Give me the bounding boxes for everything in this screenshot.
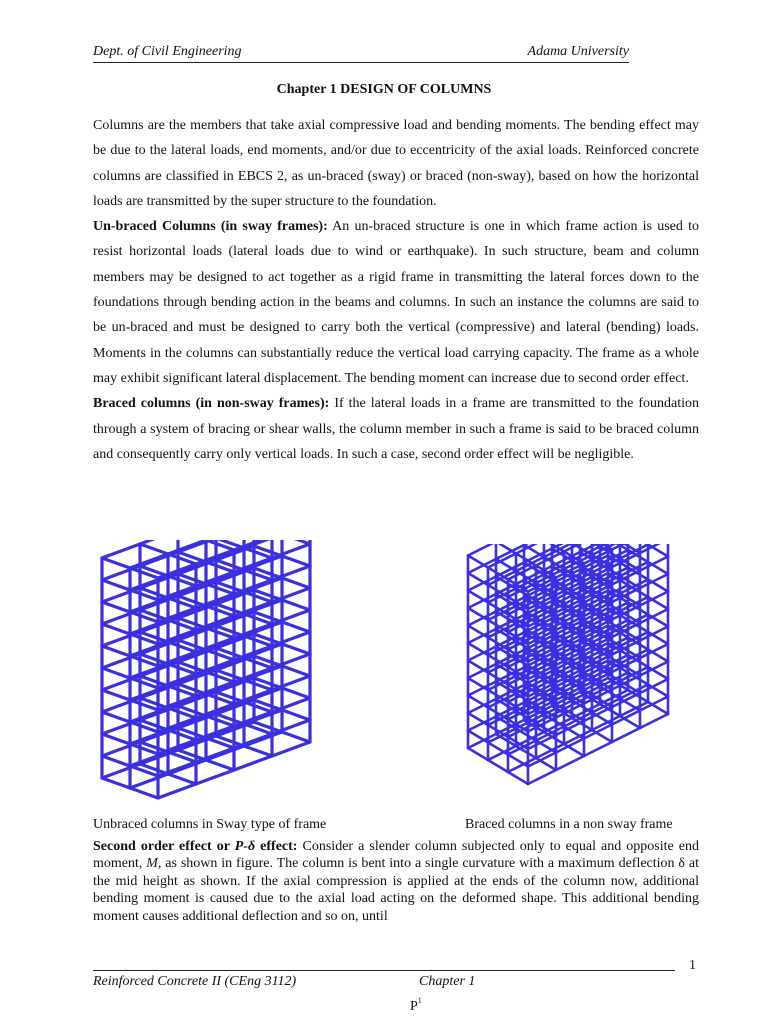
footer-marker-sup: 1 bbox=[417, 996, 422, 1005]
frame-member bbox=[102, 756, 130, 766]
braced-heading: Braced columns (in non-sway frames): bbox=[93, 396, 330, 412]
frame-member bbox=[524, 544, 552, 545]
frame-member bbox=[102, 544, 140, 558]
unbraced-heading: Un-braced Columns (in sway frames): bbox=[93, 219, 328, 235]
frame-member bbox=[282, 732, 310, 742]
unbraced-figure-caption: Unbraced columns in Sway type of frame bbox=[93, 817, 327, 832]
frame-member bbox=[272, 742, 310, 756]
frame-member bbox=[508, 772, 528, 784]
second-order-heading bbox=[93, 839, 297, 854]
frame-member bbox=[102, 778, 130, 788]
frame-member bbox=[282, 578, 310, 588]
frame-member bbox=[628, 544, 648, 545]
frame-member bbox=[102, 624, 130, 634]
frame-member bbox=[556, 756, 584, 770]
frame-member bbox=[282, 710, 310, 720]
frame-member bbox=[612, 728, 640, 742]
frame-member bbox=[140, 540, 178, 544]
frame-member bbox=[234, 756, 272, 770]
frame-member bbox=[272, 610, 310, 624]
frame-member bbox=[196, 770, 234, 784]
frame-member bbox=[272, 544, 310, 558]
intro-paragraph: Columns are the members that take axial compressive load and bending moments. The bending effect may be due to the lateral loads, end moments, and/or due to eccentricity of the axial loads. Reinforced concrete columns are classified in EBCS 2, as un-braced (sway) or braced (non-sway), based on how the horizontal loads are transmitted by the super structure to the foundation. bbox=[93, 118, 699, 209]
frame-member bbox=[102, 668, 130, 678]
frame-member bbox=[282, 688, 310, 698]
frame-member bbox=[130, 554, 168, 568]
second-order-text-a: Consider a slender column subjected only to equal and opposite end moment, bbox=[93, 839, 699, 872]
frame-member bbox=[488, 743, 508, 755]
second-order-heading-c: effect: bbox=[255, 839, 298, 854]
frame-member bbox=[468, 661, 488, 673]
footer-chapter: Chapter 1 bbox=[419, 974, 476, 989]
frame-member bbox=[468, 731, 488, 743]
braced-paragraph bbox=[93, 391, 699, 467]
unbraced-text: An un-braced structure is one in which frame action is used to resist horizontal loads (lateral loads due to wind or earthquake). In such structure, beam and column members may be designed to act together as a rigid frame in transmitting the lateral forces down to the foundations through bending action in the beams and columns. In such an instance the columns are said to be un-braced and must be designed to carry both the vertical (compressive) and lateral (bending) loads. Moments in the columns can substantially reduce the vertical load carrying capacity. The frame as a whole may exhibit significant lateral displacement. The bending moment can increase due to second order effect. bbox=[93, 219, 699, 386]
frame-member bbox=[244, 746, 272, 756]
frame-member bbox=[102, 734, 130, 744]
frame-member bbox=[272, 720, 310, 734]
frame-member bbox=[272, 632, 310, 646]
footer-page-marker bbox=[410, 996, 422, 1015]
frame-member bbox=[168, 540, 206, 554]
frame-member bbox=[488, 760, 508, 772]
second-order-paragraph bbox=[93, 838, 699, 925]
braced-figure-caption: Braced columns in a non sway frame bbox=[465, 817, 673, 832]
p-delta-symbol: P-δ bbox=[234, 839, 256, 854]
second-order-text-b: as shown in figure. The column is bent into a single curvature with a maximum deflection δ at the mid height as shown. If the axial compression is applied at the ends of the column now, additional bending moment is caused due to the axial load acting on the deformed shape. This additional bending moment causes additional deflection and so on, until bbox=[93, 856, 699, 924]
frame-member bbox=[640, 714, 668, 728]
header-university: Adama University bbox=[527, 44, 629, 59]
frame-member bbox=[528, 770, 556, 784]
page-header bbox=[93, 44, 629, 63]
frame-member bbox=[282, 666, 310, 676]
frame-member bbox=[468, 748, 488, 760]
frame-member bbox=[158, 784, 196, 798]
frame-member bbox=[196, 748, 234, 762]
frame-member bbox=[272, 566, 310, 580]
frame-member bbox=[272, 676, 310, 690]
frame-member bbox=[282, 622, 310, 632]
unbraced-paragraph bbox=[93, 214, 699, 391]
frame-member bbox=[206, 760, 234, 770]
second-order-heading-a: Second order effect or bbox=[93, 839, 235, 854]
page-number: 1 bbox=[689, 958, 696, 973]
frame-member bbox=[272, 698, 310, 712]
frame-member bbox=[102, 580, 130, 590]
frame-member bbox=[102, 558, 130, 568]
frame-member bbox=[468, 591, 488, 603]
footer-marker: P bbox=[410, 999, 418, 1014]
frame-member bbox=[496, 544, 516, 554]
braced-text: If the lateral loads in a frame are transmitted to the foundation through a system of bracing or shear walls, the column member in such a frame is said to be braced column and consequently carry only vertical loads. In such a case, second order effect will be negligible. bbox=[93, 396, 699, 462]
frame-member bbox=[468, 696, 488, 708]
frame-member bbox=[468, 643, 488, 655]
frame-member bbox=[158, 762, 196, 776]
frame-member bbox=[468, 713, 488, 725]
frame-member bbox=[234, 734, 272, 748]
frame-member bbox=[468, 544, 496, 556]
frame-member bbox=[468, 556, 488, 568]
braced-frame-figure bbox=[458, 544, 688, 789]
frame-member bbox=[272, 654, 310, 668]
frame-member bbox=[468, 573, 488, 585]
moment-symbol: M, bbox=[146, 856, 162, 872]
frame-member bbox=[168, 774, 196, 784]
frame-member bbox=[272, 588, 310, 602]
body-text bbox=[93, 113, 699, 467]
frame-member bbox=[282, 600, 310, 610]
frame-member bbox=[102, 690, 130, 700]
frame-member bbox=[584, 742, 612, 756]
frame-member bbox=[102, 602, 130, 612]
frame-member bbox=[468, 626, 488, 638]
frame-member bbox=[468, 678, 488, 690]
frame-member bbox=[508, 755, 528, 767]
frame-member bbox=[468, 608, 488, 620]
chapter-title: Chapter 1 DESIGN OF COLUMNS bbox=[276, 82, 492, 97]
frame-member bbox=[102, 646, 130, 656]
frame-member bbox=[282, 556, 310, 566]
page-footer bbox=[93, 970, 675, 990]
frame-member bbox=[102, 712, 130, 722]
header-department: Dept. of Civil Engineering bbox=[93, 44, 242, 59]
frame-member bbox=[282, 540, 310, 544]
footer-course: Reinforced Concrete II (CEng 3112) bbox=[93, 974, 297, 989]
frame-member bbox=[130, 788, 158, 798]
unbraced-frame-figure bbox=[96, 540, 336, 805]
frame-member bbox=[140, 544, 168, 554]
frame-member bbox=[282, 644, 310, 654]
